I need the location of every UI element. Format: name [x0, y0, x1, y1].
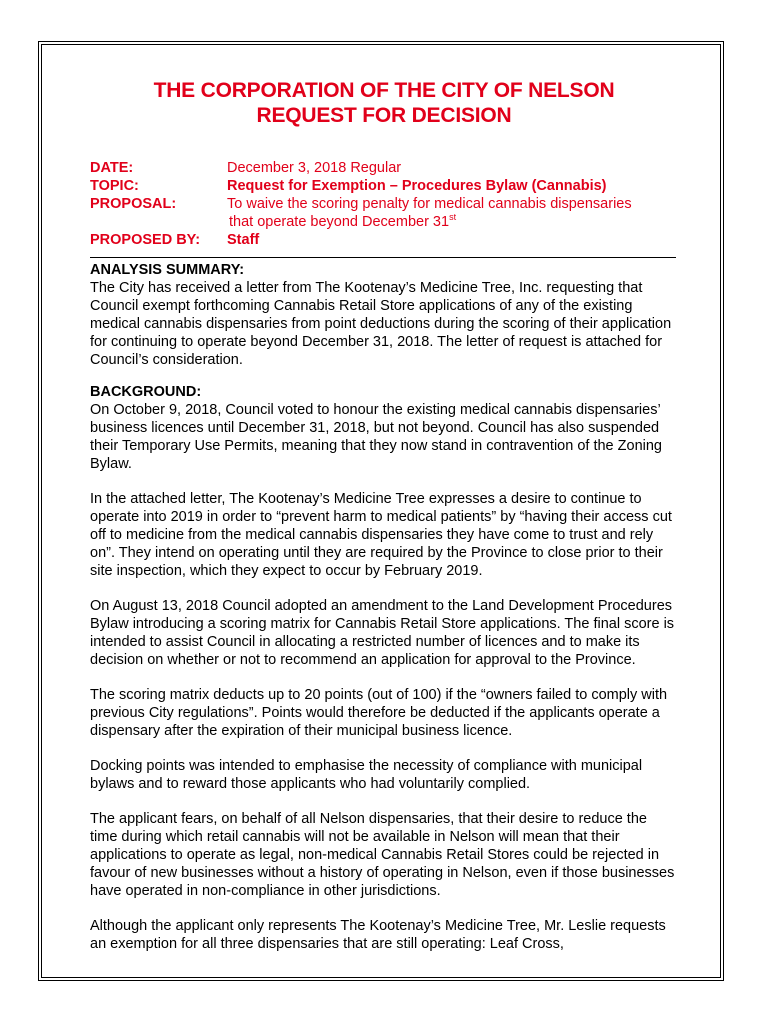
- topic-value: Request for Exemption – Procedures Bylaw (Cannabis): [227, 178, 607, 194]
- document-body: [90, 78, 678, 953]
- proposal-value: [227, 195, 632, 231]
- proposed-by-row: [90, 231, 678, 249]
- date-value: December 3, 2018 Regular: [227, 160, 402, 176]
- analysis-heading: ANALYSIS SUMMARY:: [90, 262, 245, 278]
- background-paragraph-1: On October 9, 2018, Council voted to honour the existing medical cannabis dispensaries’ business licences until December 31, 2018, but not beyond. Council has also suspended their Temporary Use Permits, meaning that they now stand in contravention of the Zoning Bylaw.: [90, 402, 662, 472]
- title-line-1: THE CORPORATION OF THE CITY OF NELSON: [153, 79, 615, 102]
- proposal-line-2: that operate beyond December 31: [229, 214, 450, 230]
- title-line-2: REQUEST FOR DECISION: [256, 104, 512, 127]
- proposal-line-1: To waive the scoring penalty for medical cannabis dispensaries: [227, 196, 632, 212]
- background-paragraph-2: In the attached letter, The Kootenay’s Medicine Tree expresses a desire to continue to operate into 2019 in order to “prevent harm to medical patients” by “having their access cut off to medicine from the medical cannabis dispensaries they have come to trust and rely on”. They intend on operating until they are required by the Province to close prior to their site inspection, which they expect to occur by February 2019.: [90, 491, 672, 579]
- proposal-label: PROPOSAL:: [90, 196, 177, 212]
- date-row: [90, 159, 678, 177]
- background-paragraph-5: Docking points was intended to emphasise the necessity of compliance with municipal bylaws and to reward those applicants who had voluntarily complied.: [90, 758, 643, 792]
- proposal-sup: st: [449, 212, 457, 222]
- proposed-by-value: Staff: [227, 232, 260, 248]
- topic-label: TOPIC:: [90, 178, 139, 194]
- proposed-by-label: PROPOSED BY:: [90, 232, 201, 248]
- background-paragraph-6: The applicant fears, on behalf of all Nelson dispensaries, that their desire to reduce the time during which retail cannabis will not be available in Nelson will mean that their applications to operate as legal, non-medical Cannabis Retail Stores could be rejected in favour of new businesses without a history of operating in Nelson, even if those businesses have operated in non-compliance in other jurisdictions.: [90, 811, 675, 899]
- background-paragraph-4: The scoring matrix deducts up to 20 points (out of 100) if the “owners failed to comply with previous City regulations”. Points would therefore be deducted if the applicants operate a dispensary after the expiration of their municipal business licence.: [90, 687, 668, 739]
- proposal-row: [90, 195, 678, 231]
- divider: [90, 257, 676, 258]
- analysis-paragraph: The City has received a letter from The Kootenay’s Medicine Tree, Inc. requesting that Council exempt forthcoming Cannabis Retail Store applications of any of the existing medical cannabis dispensaries from point deductions during the scoring of their application for continuing to operate beyond December 31, 2018. The letter of request is attached for Council’s consideration.: [90, 280, 672, 368]
- date-label: DATE:: [90, 160, 134, 176]
- background-heading: BACKGROUND:: [90, 384, 202, 400]
- meta-block: [90, 159, 678, 249]
- document-title: [90, 78, 678, 128]
- background-paragraph-7: Although the applicant only represents The Kootenay’s Medicine Tree, Mr. Leslie requests an exemption for all three dispensaries that are still operating: Leaf Cross,: [90, 918, 666, 952]
- background-paragraph-3: On August 13, 2018 Council adopted an amendment to the Land Development Procedures Bylaw introducing a scoring matrix for Cannabis Retail Store applications. The final score is intended to assist Council in allocating a restricted number of licences and to make its decision on whether or not to recommend an application for approval to the Province.: [90, 598, 675, 668]
- topic-row: [90, 177, 678, 195]
